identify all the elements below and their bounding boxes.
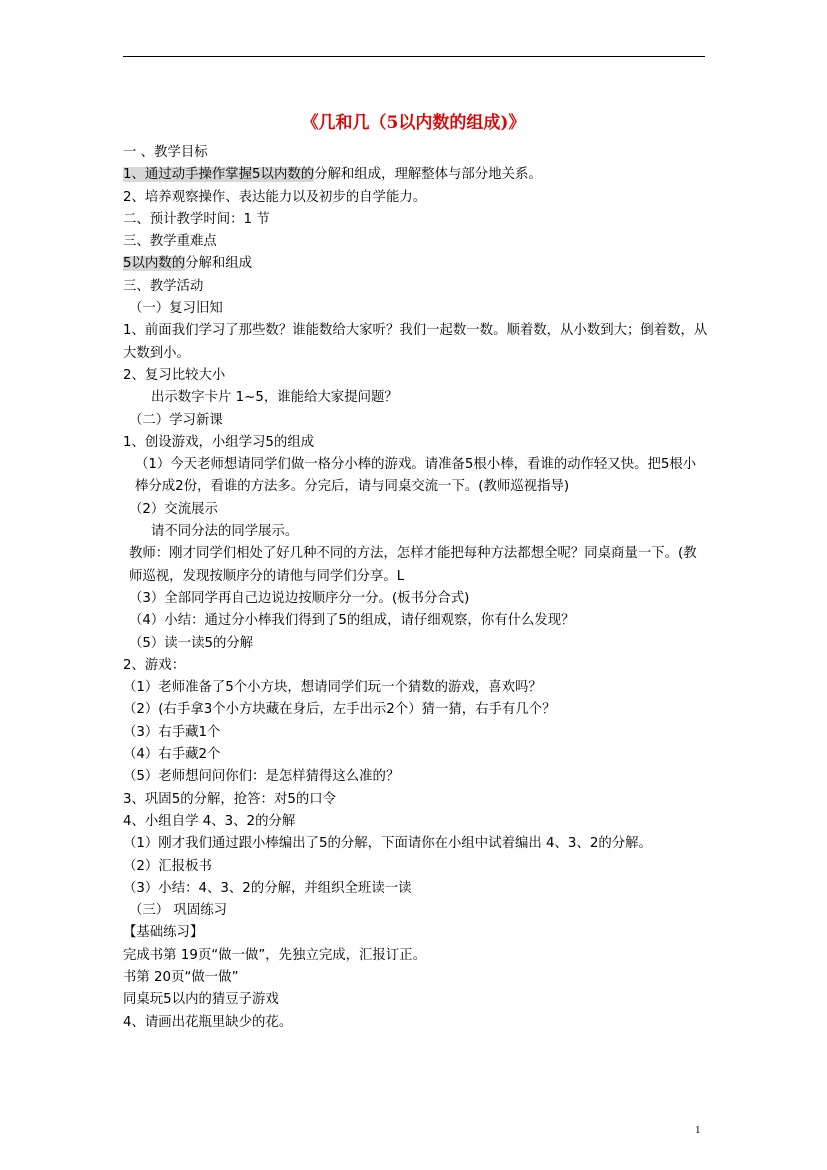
line-text: （三） 巩固练习 bbox=[129, 903, 227, 919]
body-line bbox=[123, 878, 708, 900]
body-line bbox=[123, 387, 708, 409]
body-line bbox=[123, 722, 708, 744]
body-line bbox=[123, 811, 708, 833]
highlighted-text: 5以内数的 bbox=[123, 256, 186, 272]
line-text: 三、教学重难点 bbox=[123, 234, 217, 250]
line-text: 【基础练习】 bbox=[123, 925, 204, 941]
line-text: （2）(右手拿3个小方块藏在身后，左手出示2个）猜一猜，右手有几个？ bbox=[123, 702, 556, 718]
line-text: （3）小结：4、3、2的分解，并组织全班读一读 bbox=[123, 880, 412, 896]
line-text: （1）今天老师想请同学们做一格分小棒的游戏。请准备5根小棒，看谁的动作轻又快。把5根小棒分成2份，看谁的方法多。分完后，请与同桌交流一下。(教师巡视指导) bbox=[135, 457, 697, 495]
body-line bbox=[123, 744, 708, 766]
line-text: （一）复习旧知 bbox=[129, 301, 223, 317]
line-text: （4）小结：通过分小棒我们得到了5的组成，请仔细观察，你有什么发现？ bbox=[129, 613, 575, 629]
body-line bbox=[123, 633, 708, 655]
body-line bbox=[123, 276, 708, 298]
body-line bbox=[123, 833, 708, 855]
line-text: 2、复习比较大小 bbox=[123, 367, 226, 383]
line-text: 3、巩固5的分解，抢答：对5的口令 bbox=[123, 791, 337, 807]
line-text: 同桌玩5以内的猜豆子游戏 bbox=[123, 992, 279, 1008]
line-text: （4）右手藏2个 bbox=[123, 747, 221, 763]
line-text: 分解和组成 bbox=[185, 256, 253, 272]
line-text: 二、预计教学时间：1 节 bbox=[123, 211, 270, 227]
body-line bbox=[123, 365, 708, 387]
body-line bbox=[123, 298, 708, 320]
body-line bbox=[123, 945, 708, 967]
document-body bbox=[123, 142, 708, 1034]
line-text: 一 、教学目标 bbox=[123, 145, 208, 160]
body-line bbox=[123, 521, 708, 543]
body-line bbox=[123, 610, 708, 632]
body-line bbox=[123, 454, 708, 499]
body-line bbox=[123, 789, 708, 811]
body-line bbox=[123, 699, 708, 721]
highlighted-text: 1、通过动手操作掌握5以内数的 bbox=[123, 167, 315, 183]
document-title: 《几和几（5以内数的组成)》 bbox=[301, 113, 526, 133]
line-text: （2）汇报板书 bbox=[123, 858, 212, 874]
body-line bbox=[123, 231, 708, 253]
body-line bbox=[123, 677, 708, 699]
line-text: 4、请画出花瓶里缺少的花。 bbox=[123, 1014, 293, 1030]
line-text: 分解和组成，理解整体与部分地关系。 bbox=[314, 167, 542, 183]
line-text: （5）老师想问问你们：是怎样猜得这么准的？ bbox=[123, 769, 400, 785]
body-line bbox=[123, 410, 708, 432]
line-text: 1、前面我们学习了那些数？谁能数给大家听？我们一起数一数。顺着数，从小数到大；倒着数，从大数到小。 bbox=[123, 323, 708, 361]
page-number: 1 bbox=[695, 1124, 701, 1136]
line-text: （1）刚才我们通过跟小棒编出了5的分解，下面请你在小组中试着编出 4、3、2的分解。 bbox=[123, 836, 652, 852]
body-line bbox=[123, 187, 708, 209]
line-text: 书第 20页“做一做” bbox=[123, 969, 239, 985]
body-line bbox=[123, 655, 708, 677]
line-text: （1）老师准备了5个小方块，想请同学们玩一个猜数的游戏，喜欢吗？ bbox=[123, 680, 542, 696]
line-text: 1、创设游戏，小组学习5的组成 bbox=[123, 434, 315, 450]
body-line bbox=[123, 1012, 708, 1034]
body-line bbox=[123, 320, 708, 365]
body-line bbox=[123, 588, 708, 610]
line-text: 2、游戏： bbox=[123, 657, 186, 673]
body-line bbox=[123, 967, 708, 989]
line-text: 4、小组自学 4、3、2的分解 bbox=[123, 813, 296, 829]
body-line bbox=[123, 209, 708, 231]
body-line bbox=[123, 922, 708, 944]
line-text: 三、教学活动 bbox=[123, 278, 204, 294]
body-line bbox=[123, 432, 708, 454]
line-text: 请不同分法的同学展示。 bbox=[151, 524, 299, 540]
body-line bbox=[123, 543, 708, 588]
line-text: 教师：刚才同学们相处了好几种不同的方法，怎样才能把每种方法都想全呢？同桌商量一下。(教师巡视，发现按顺序分的请他与同学们分享。L bbox=[129, 546, 697, 584]
line-text: 完成书第 19页“做一做”，先独立完成，汇报订正。 bbox=[123, 947, 426, 963]
body-line bbox=[123, 142, 708, 164]
header-rule bbox=[123, 56, 705, 57]
line-text: （2）交流展示 bbox=[129, 501, 218, 517]
line-text: 出示数字卡片 1~5，谁能给大家提问题？ bbox=[151, 390, 398, 406]
line-text: （二）学习新课 bbox=[129, 412, 223, 428]
line-text: （3）全部同学再自己边说边按顺序分一分。(板书分合式) bbox=[129, 590, 470, 606]
line-text: 2、培养观察操作、表达能力以及初步的自学能力。 bbox=[123, 189, 427, 205]
body-line bbox=[123, 766, 708, 788]
body-line bbox=[123, 164, 708, 186]
line-text: （3）右手藏1个 bbox=[123, 724, 221, 740]
body-line bbox=[123, 253, 708, 275]
body-line bbox=[123, 856, 708, 878]
body-line bbox=[123, 900, 708, 922]
body-line bbox=[123, 989, 708, 1011]
body-line bbox=[123, 499, 708, 521]
line-text: （5）读一读5的分解 bbox=[129, 635, 254, 651]
